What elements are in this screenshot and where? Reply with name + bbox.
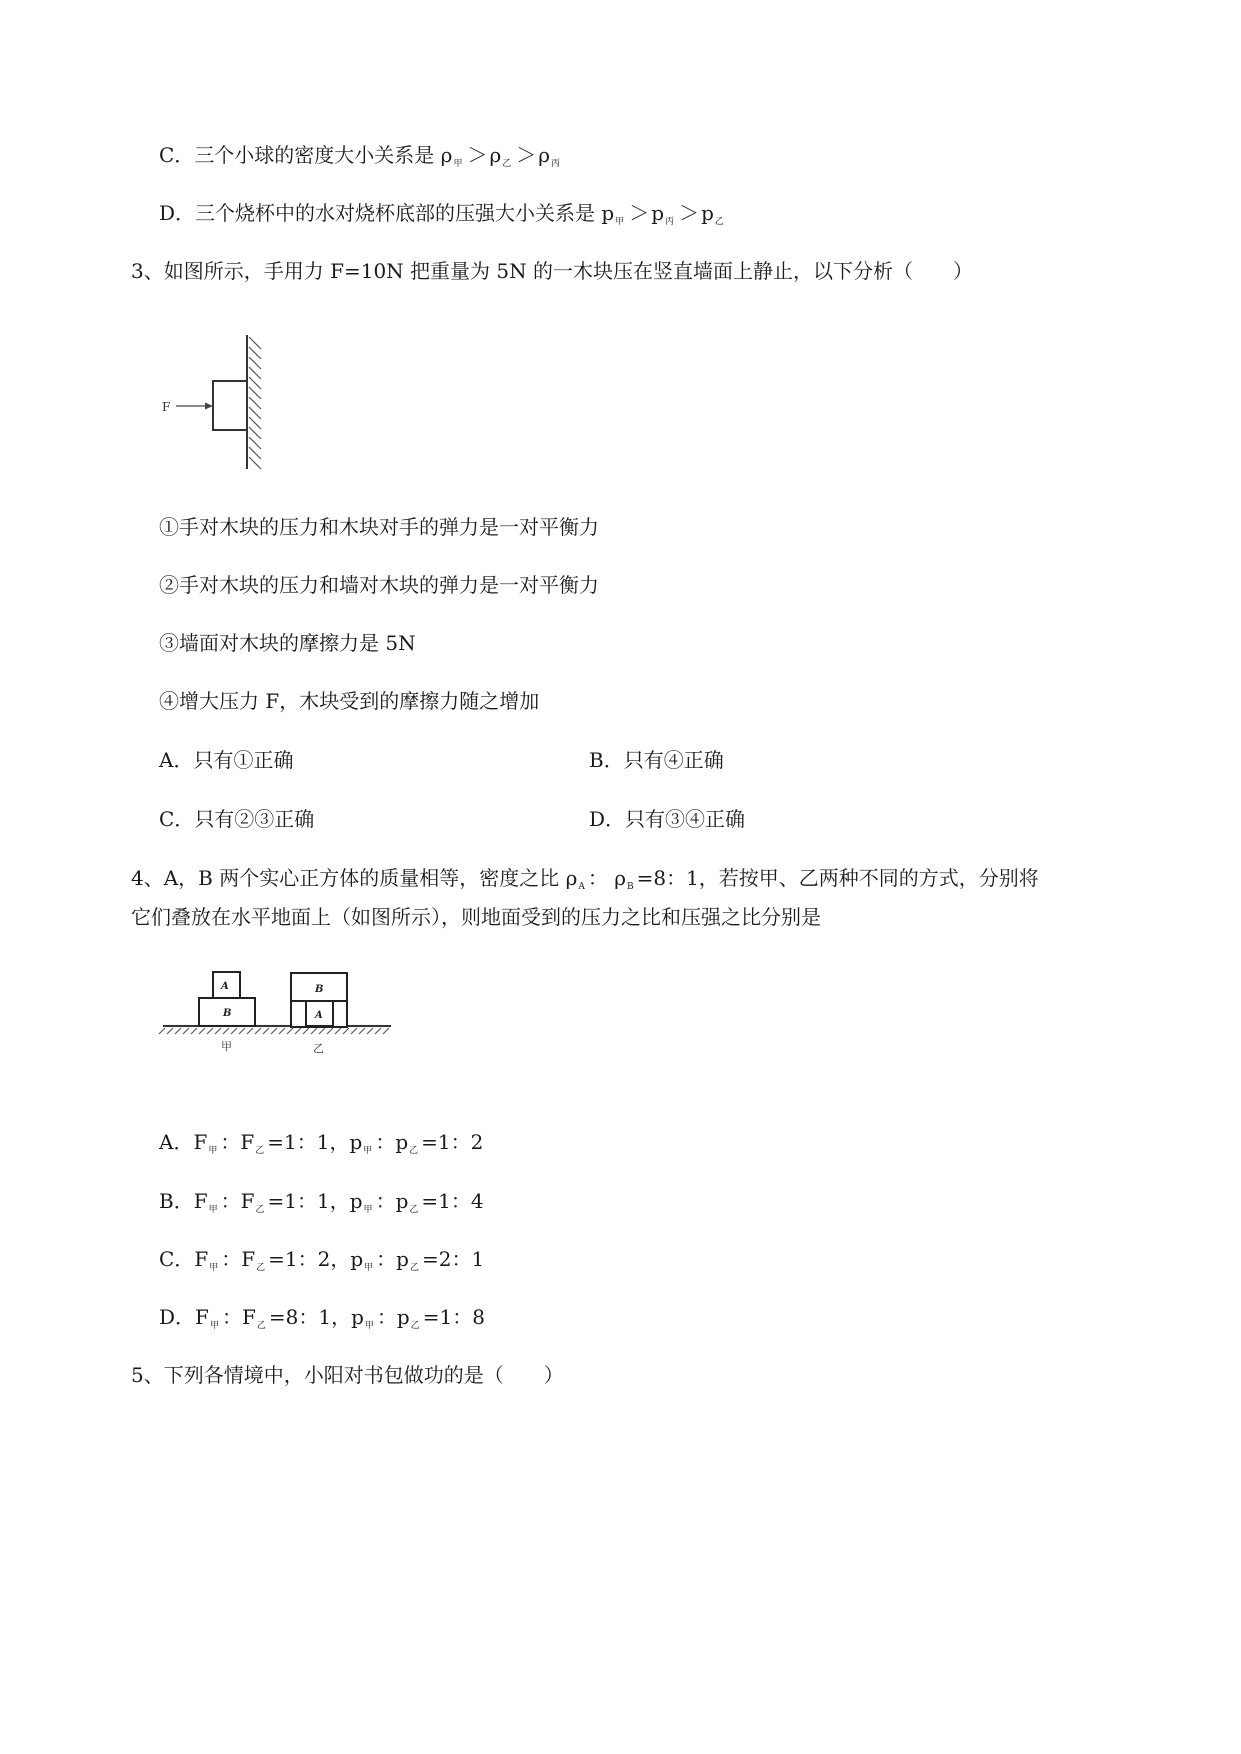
symbol: ρ — [440, 143, 453, 167]
subscript: 丙 — [665, 217, 675, 227]
separator: ： — [220, 1130, 241, 1154]
symbol: p — [395, 1130, 409, 1154]
symbol: p — [350, 1247, 364, 1271]
subscript: A — [578, 882, 585, 892]
symbol: ρ — [489, 143, 502, 167]
q2-option-c — [159, 141, 563, 178]
option-text: 只有④正确 — [623, 748, 724, 772]
force-label: F — [162, 400, 171, 414]
option-text: 三个烧杯中的水对烧杯底部的压强大小关系是 — [195, 201, 596, 225]
symbol: F — [240, 1130, 255, 1154]
option-letter: D． — [589, 807, 626, 831]
subscript: 甲 — [615, 217, 625, 227]
q4-option-a — [159, 1128, 483, 1165]
stem-text: =8：1，若按甲、乙两种不同的方式，分别将 — [636, 866, 1039, 890]
subscript: 甲 — [364, 1321, 374, 1331]
q3-statement-2: ②手对木块的压力和墙对木块的弹力是一对平衡力 — [159, 573, 599, 597]
symbol: F — [194, 1247, 209, 1271]
option-letter: D． — [159, 201, 196, 225]
greater-than: ＞ — [467, 143, 488, 167]
option-letter: B． — [589, 748, 624, 772]
separator: ： — [221, 1247, 242, 1271]
q4-option-d — [159, 1303, 485, 1340]
separator: ： — [375, 1130, 396, 1154]
separator: ： — [376, 1247, 397, 1271]
symbol: F — [241, 1247, 256, 1271]
ratio-text: =1：2 — [421, 1130, 484, 1154]
symbol: F — [195, 1305, 209, 1329]
q3-statement-4: ④增大压力 F，木块受到的摩擦力随之增加 — [159, 689, 540, 713]
subscript: 甲 — [209, 1321, 219, 1331]
separator: ： — [376, 1305, 397, 1329]
q4-stem-line1 — [131, 864, 1039, 901]
greater-than: ＞ — [629, 201, 650, 225]
subscript: 甲 — [453, 159, 463, 169]
subscript: 乙 — [502, 159, 512, 169]
ratio-text: =1：8 — [422, 1305, 485, 1329]
stem-text: ： ρ — [587, 866, 626, 890]
symbol: F — [241, 1305, 256, 1329]
subscript: 甲 — [364, 1263, 374, 1273]
subscript: 甲 — [208, 1146, 218, 1156]
q3-option-d — [589, 805, 745, 833]
q3-statement-3: ③墙面对木块的摩擦力是 5N — [159, 631, 416, 655]
subscript: 乙 — [255, 1146, 265, 1156]
q2-option-d — [159, 199, 727, 236]
subscript: 乙 — [255, 1205, 265, 1215]
subscript: 乙 — [409, 1146, 419, 1156]
subscript: B — [626, 882, 634, 892]
option-letter: C． — [159, 807, 195, 831]
option-text: 只有③④正确 — [625, 807, 746, 831]
q4-figure-stacked-cubes — [163, 970, 393, 1085]
greater-than: ＞ — [516, 143, 537, 167]
q4-option-b — [159, 1187, 484, 1224]
option-text: 三个小球的密度大小关系是 — [194, 143, 435, 167]
symbol: p — [651, 201, 665, 225]
subscript: 乙 — [256, 1321, 266, 1331]
option-letter: C． — [159, 143, 195, 167]
ratio-text: =2：1 — [422, 1247, 485, 1271]
ratio-text: =8：1， — [268, 1305, 352, 1329]
option-letter: D． — [159, 1305, 196, 1329]
separator: ： — [220, 1189, 241, 1213]
q3-stem: 3、如图所示，手用力 F=10N 把重量为 5N 的一木块压在竖直墙面上静止，以下分析（ ） — [131, 259, 973, 283]
option-text: 只有①正确 — [193, 748, 294, 772]
symbol: p — [351, 1305, 364, 1329]
symbol: ρ — [538, 143, 550, 167]
separator: ： — [375, 1189, 396, 1213]
ratio-text: =1：2， — [268, 1247, 351, 1271]
q3-statement-1: ①手对木块的压力和木块对手的弹力是一对平衡力 — [159, 515, 599, 539]
symbol: p — [701, 201, 714, 225]
q3-option-c — [159, 805, 314, 833]
separator: ： — [221, 1305, 242, 1329]
subscript: 乙 — [256, 1263, 266, 1273]
q3-figure-wall-block — [160, 335, 300, 475]
subscript: 乙 — [409, 1205, 419, 1215]
q4-option-c — [159, 1245, 484, 1282]
subscript: 甲 — [363, 1146, 373, 1156]
option-letter: C． — [159, 1247, 195, 1271]
ratio-text: =1：1， — [267, 1189, 350, 1213]
option-letter: A． — [159, 748, 194, 772]
subscript: 乙 — [410, 1321, 420, 1331]
subscript: 乙 — [714, 217, 724, 227]
symbol: p — [349, 1189, 363, 1213]
label-block-b-left: B — [223, 1008, 232, 1019]
q5-stem: 5、下列各情境中，小阳对书包做功的是（ ） — [131, 1363, 564, 1387]
stem-text: 4、A，B 两个实心正方体的质量相等，密度之比 ρ — [131, 866, 578, 890]
symbol: p — [601, 201, 615, 225]
subscript: 丙 — [551, 159, 561, 169]
ratio-text: =1：4 — [421, 1189, 484, 1213]
ratio-text: =1：1， — [267, 1130, 350, 1154]
subscript: 甲 — [209, 1263, 219, 1273]
label-block-a-left: A — [221, 981, 229, 992]
q3-option-a — [159, 746, 293, 774]
label-block-a-right: A — [315, 1010, 323, 1021]
q3-option-b — [589, 746, 724, 774]
label-block-b-right: B — [315, 984, 324, 995]
symbol: F — [193, 1130, 208, 1154]
symbol: F — [240, 1189, 255, 1213]
subscript: 甲 — [208, 1205, 218, 1215]
option-letter: A． — [159, 1130, 194, 1154]
option-text: 只有②③正确 — [194, 807, 315, 831]
option-letter: B． — [159, 1189, 194, 1213]
subscript: 乙 — [409, 1263, 419, 1273]
symbol: p — [396, 1247, 409, 1271]
label-jia: 甲 — [221, 1040, 232, 1053]
label-yi: 乙 — [313, 1042, 324, 1055]
symbol: p — [395, 1189, 409, 1213]
symbol: F — [193, 1189, 208, 1213]
symbol: p — [349, 1130, 363, 1154]
subscript: 甲 — [363, 1205, 373, 1215]
greater-than: ＞ — [679, 201, 700, 225]
symbol: p — [396, 1305, 410, 1329]
q4-stem-line2: 它们叠放在水平地面上（如图所示），则地面受到的压力之比和压强之比分别是 — [131, 905, 821, 929]
